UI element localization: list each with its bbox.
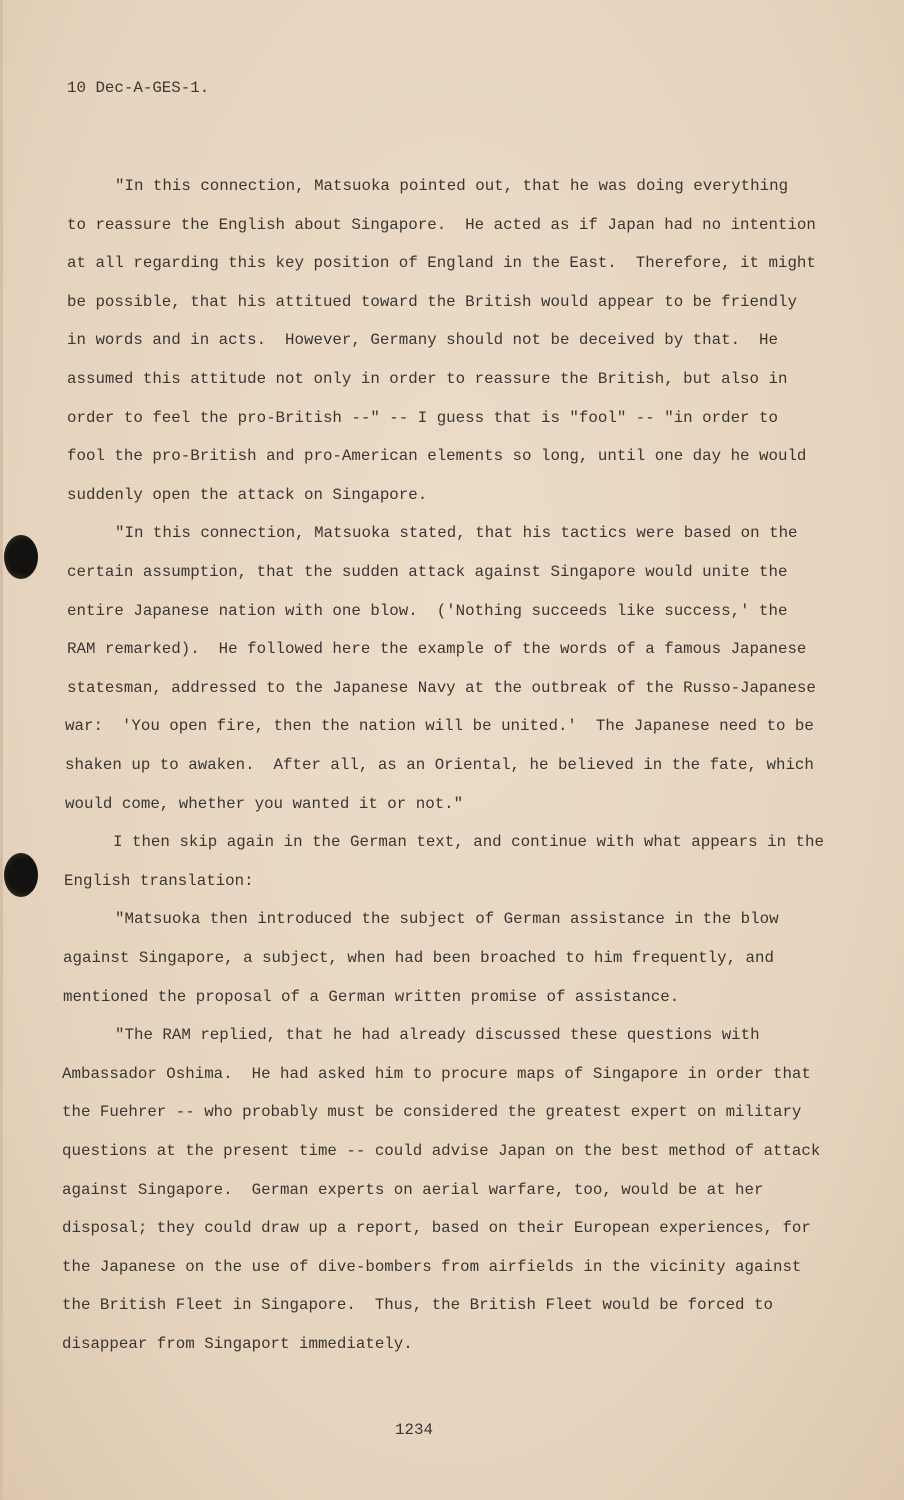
- text-line: against Singapore, a subject, when had been broached to him frequently, and: [63, 949, 774, 967]
- text-line: Ambassador Oshima. He had asked him to procure maps of Singapore in order that: [62, 1064, 811, 1083]
- text-line: statesman, addressed to the Japanese Navy at the outbreak of the Russo-Japanese: [67, 678, 816, 697]
- punch-hole: [4, 535, 38, 579]
- text-line: in words and in acts. However, Germany should not be deceived by that. He: [67, 331, 778, 350]
- text-line: the Fuehrer -- who probably must be considered the greatest expert on military: [62, 1103, 802, 1122]
- text-line: English translation:: [64, 871, 254, 890]
- text-line: order to feel the pro-British --" -- I guess that is "fool" -- "in order to: [67, 408, 778, 427]
- text-line: "In this connection, Matsuoka stated, that his tactics were based on the: [115, 524, 798, 543]
- document-reference-header: 10 Dec-A-GES-1.: [67, 79, 210, 97]
- text-line: "Matsuoka then introduced the subject of German assistance in the blow: [115, 910, 779, 929]
- text-line: "In this connection, Matsuoka pointed out, that he was doing everything: [115, 177, 789, 195]
- text-line: mentioned the proposal of a German written promise of assistance.: [63, 987, 680, 1006]
- text-line: certain assumption, that the sudden attack against Singapore would unite the: [67, 563, 788, 581]
- text-line: RAM remarked). He followed here the example of the words of a famous Japanese: [67, 640, 807, 659]
- text-line: at all regarding this key position of England in the East. Therefore, it might: [67, 254, 816, 273]
- text-line: disappear from Singaport immediately.: [62, 1335, 413, 1353]
- text-line: "The RAM replied, that he had already discussed these questions with: [115, 1026, 760, 1045]
- page-left-edge: [0, 0, 3, 1500]
- text-line: against Singapore. German experts on aerial warfare, too, would be at her: [62, 1180, 764, 1199]
- text-line: shaken up to awaken. After all, as an Oriental, he believed in the fate, which: [65, 756, 814, 774]
- text-line: would come, whether you wanted it or not.": [65, 794, 464, 813]
- text-line: suddenly open the attack on Singapore.: [67, 485, 428, 504]
- page-number: 1234: [395, 1421, 433, 1439]
- text-line: entire Japanese nation with one blow. ('Nothing succeeds like success,' the: [67, 601, 788, 620]
- text-line: be possible, that his attitued toward the British would appear to be friendly: [67, 292, 797, 311]
- text-line: disposal; they could draw up a report, based on their European experiences, for: [62, 1219, 811, 1238]
- text-line: I then skip again in the German text, and continue with what appears in the: [113, 833, 824, 852]
- text-line: to reassure the English about Singapore. He acted as if Japan had no intention: [67, 215, 816, 234]
- text-line: war: 'You open fire, then the nation will be united.' The Japanese need to be: [65, 717, 814, 736]
- punch-hole: [4, 853, 38, 897]
- text-line: the British Fleet in Singapore. Thus, the British Fleet would be forced to: [62, 1296, 773, 1315]
- text-line: fool the pro-British and pro-American elements so long, until one day he would: [67, 447, 807, 466]
- text-line: the Japanese on the use of dive-bombers from airfields in the vicinity against: [62, 1257, 802, 1276]
- text-line: assumed this attitude not only in order to reassure the British, but also in: [67, 370, 788, 388]
- text-line: questions at the present time -- could advise Japan on the best method of attack: [62, 1142, 821, 1160]
